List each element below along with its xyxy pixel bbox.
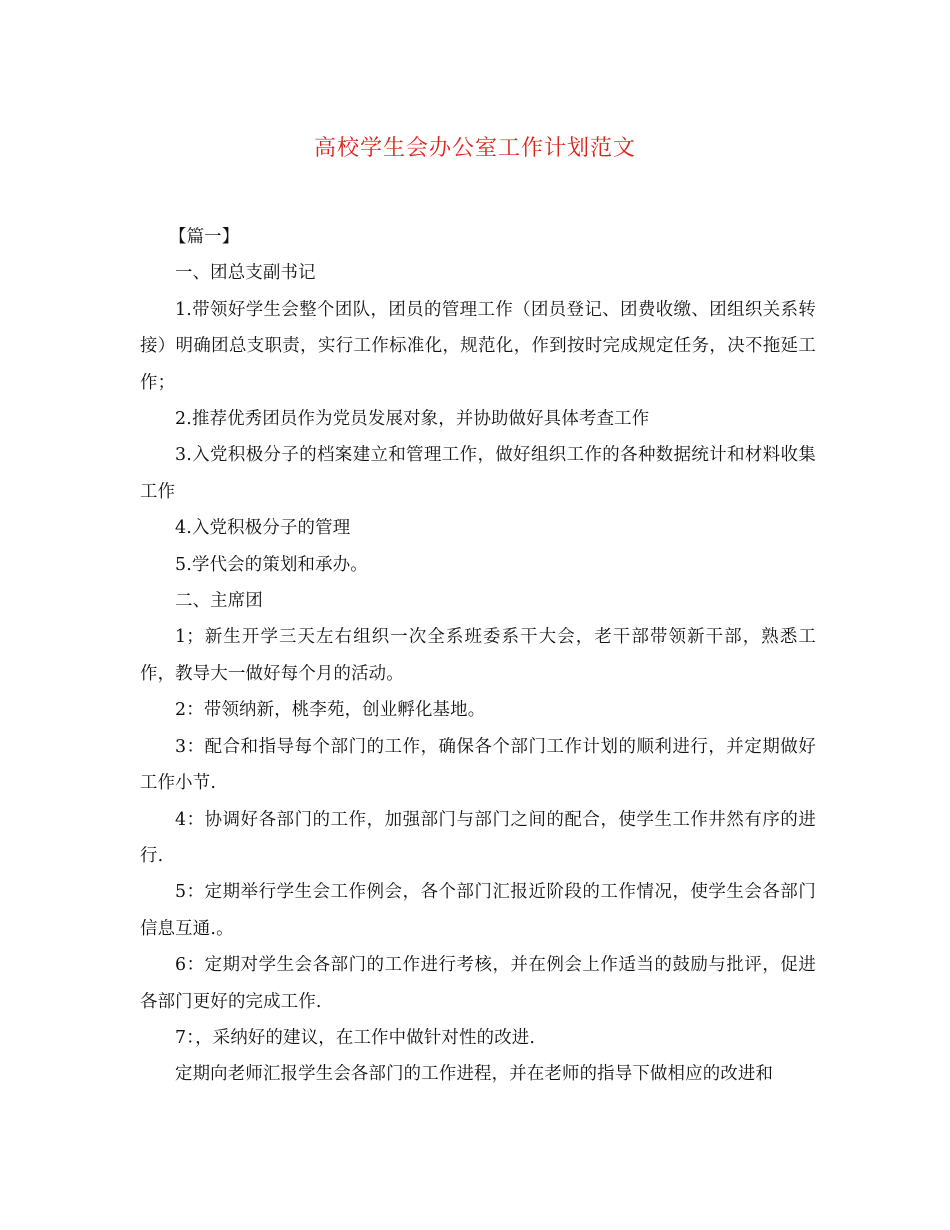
section-heading-part-one: 【篇一】 [169, 227, 240, 247]
paragraph-presidium-6: 6：定期对学生会各部门的工作进行考核，并在例会上作适当的鼓励与批评，促进各部门更好的完成工作. [140, 955, 816, 1012]
paragraph-item-3: 3.入党积极分子的档案建立和管理工作，做好组织工作的各种数据统计和材料收集工作 [140, 445, 816, 502]
paragraph-item-5: 5.学代会的策划和承办。 [175, 554, 368, 575]
document-title: 高校学生会办公室工作计划范文 [313, 136, 636, 161]
paragraph-item-1: 1.带领好学生会整个团队，团员的管理工作（团员登记、团费收缴、团组织关系转接）明确团总支职责，实行工作标准化，规范化，作到按时完成规定任务，决不拖延工作； [140, 299, 816, 393]
paragraph-presidium-4: 4：协调好各部门的工作，加强部门与部门之间的配合，使学生工作井然有序的进行. [140, 809, 816, 866]
paragraph-presidium-7: 7：，采纳好的建议，在工作中做针对性的改进. [175, 1027, 536, 1048]
paragraph-item-4: 4.入党积极分子的管理 [175, 518, 351, 539]
paragraph-report-to-teacher: 定期向老师汇报学生会各部门的工作进程，并在老师的指导下做相应的改进和 [175, 1064, 774, 1085]
paragraph-presidium-2: 2：带领纳新，桃李苑，创业孵化基地。 [175, 700, 486, 721]
paragraph-presidium-1: 1；新生开学三天左右组织一次全系班委系干大会，老干部带领新干部，熟悉工作，教导大一做好每个月的活动。 [140, 627, 816, 684]
section-heading-deputy-secretary: 一、团总支副书记 [175, 263, 316, 284]
paragraph-item-2: 2.推荐优秀团员作为党员发展对象，并协助做好具体考查工作 [175, 409, 650, 430]
paragraph-presidium-3: 3：配合和指导每个部门的工作，确保各个部门工作计划的顺利进行，并定期做好工作小节. [140, 736, 816, 794]
section-heading-presidium: 二、主席团 [175, 591, 263, 612]
paragraph-presidium-5: 5：定期举行学生会工作例会，各个部门汇报近阶段的工作情况，使学生会各部门信息互通.。 [140, 882, 816, 939]
document-body [140, 219, 816, 1093]
